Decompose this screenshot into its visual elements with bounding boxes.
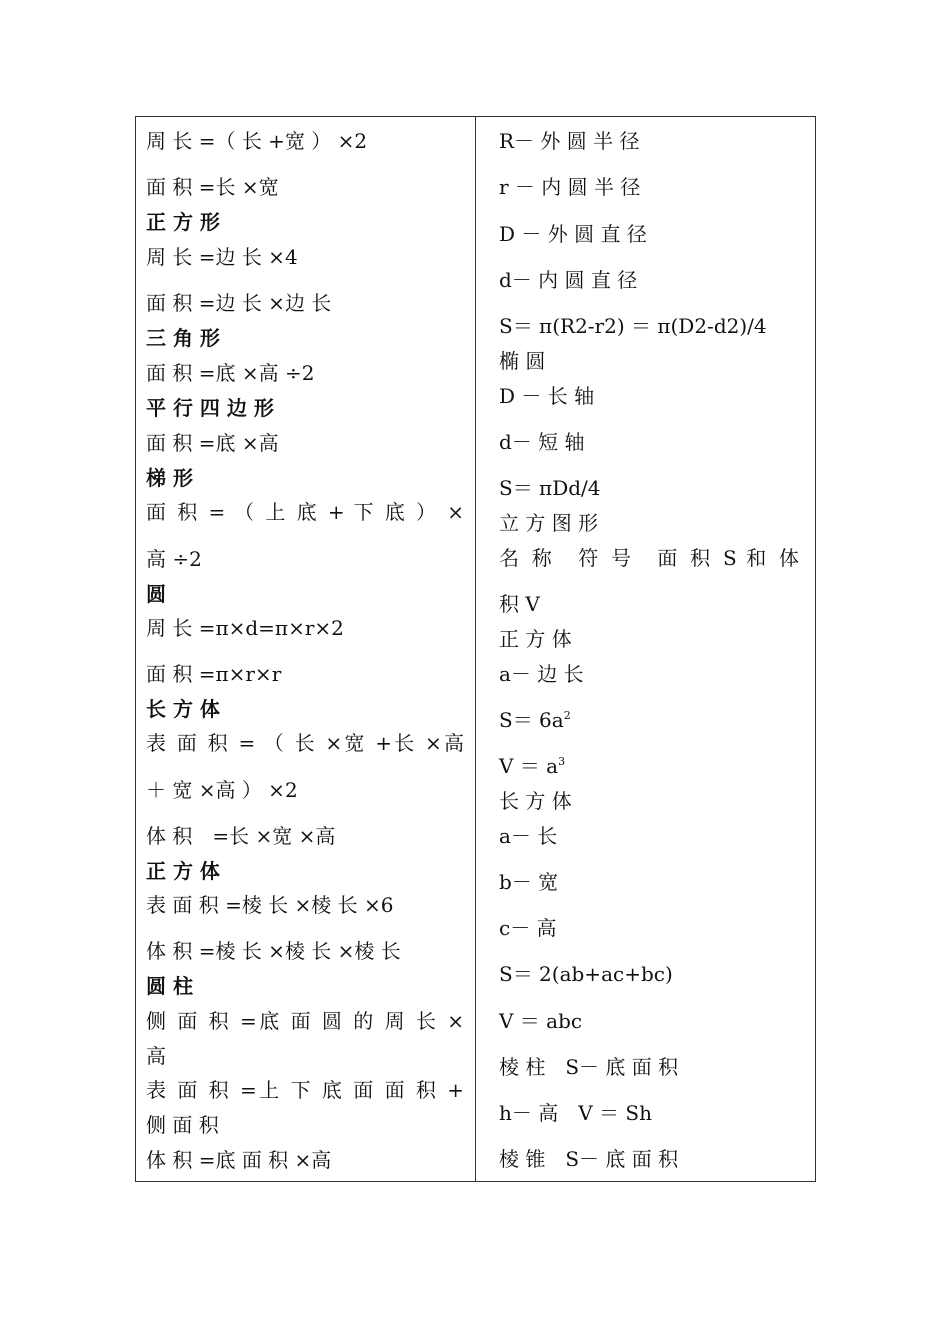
line-text: 名 称 符 号 面 积 S 和 体 xyxy=(499,546,799,570)
line-text: 体 积 =棱 长 ×棱 长 ×棱 长 xyxy=(146,939,401,963)
formula-line xyxy=(146,1078,464,1102)
formula-line xyxy=(146,893,464,917)
line-text: V ＝ abc xyxy=(499,1009,583,1033)
formula-line xyxy=(146,778,464,802)
definition-line xyxy=(499,754,799,778)
definition-line xyxy=(499,916,799,940)
definition-line xyxy=(499,1147,799,1171)
formula-line xyxy=(146,731,464,755)
formula-line xyxy=(146,431,464,455)
line-text: S＝ 2(ab+ac+bc) xyxy=(499,962,673,986)
line-text: 平 行 四 边 形 xyxy=(146,396,274,420)
line-text: 体 积 =长 ×宽 ×高 xyxy=(146,824,336,848)
definition-line xyxy=(499,1009,799,1033)
line-text: 圆 xyxy=(146,582,166,606)
formula-line xyxy=(146,361,464,385)
line-text: 面 积 =底 ×高 xyxy=(146,431,279,455)
formula-line xyxy=(146,1009,464,1033)
definition-line xyxy=(499,222,799,246)
line-text: 表 面 积 =上 下 底 面 面 积 + xyxy=(146,1078,464,1102)
formula-line xyxy=(146,939,464,963)
line-text: 高 ÷2 xyxy=(146,547,202,571)
definition-line xyxy=(499,592,799,616)
definition-line xyxy=(499,870,799,894)
line-text: r － 内 圆 半 径 xyxy=(499,175,641,199)
line-text: 周 长 =边 长 ×4 xyxy=(146,245,298,269)
definition-line xyxy=(499,824,799,848)
definition-line xyxy=(499,1055,799,1079)
line-text: 正 方 体 xyxy=(146,859,220,883)
line-text: h－ 高 V ＝ Sh xyxy=(499,1101,652,1125)
definition-line xyxy=(499,430,799,454)
definition-line xyxy=(499,511,799,535)
definition-line xyxy=(499,627,799,651)
definition-line xyxy=(499,662,799,686)
line-text: 面 积 = （ 上 底 + 下 底 ） × xyxy=(146,500,464,524)
line-text: 侧 面 积 =底 面 圆 的 周 长 × xyxy=(146,1009,464,1033)
formula-line xyxy=(146,1148,464,1172)
line-text: 正 方 体 xyxy=(499,627,572,651)
line-text: 高 xyxy=(146,1044,166,1068)
line-text: 立 方 图 形 xyxy=(499,511,599,535)
section-heading xyxy=(146,859,464,883)
definition-line xyxy=(499,1101,799,1125)
exponent: 2 xyxy=(563,709,571,722)
definition-line xyxy=(499,129,799,153)
definition-line xyxy=(499,476,799,500)
line-text: S＝ π(R2-r2) ＝ π(D2-d2)/4 xyxy=(499,314,767,338)
line-text: d－ 短 轴 xyxy=(499,430,585,454)
right-column-cell xyxy=(499,117,799,1181)
formula-line xyxy=(146,547,464,571)
formula-line xyxy=(146,616,464,640)
formula-line xyxy=(146,824,464,848)
line-text: S＝ 6a xyxy=(499,708,564,732)
definition-line xyxy=(499,349,799,373)
section-heading xyxy=(146,466,464,490)
definition-line xyxy=(499,314,799,338)
line-text: 体 积 =底 面 积 ×高 xyxy=(146,1148,332,1172)
line-text: 积 V xyxy=(499,592,540,616)
formula-line xyxy=(146,1113,464,1137)
formula-line xyxy=(146,129,464,153)
line-text: ＋ 宽 ×高 ） ×2 xyxy=(146,778,298,802)
section-heading xyxy=(146,974,464,998)
line-text: 长 方 体 xyxy=(499,789,572,813)
definition-line xyxy=(499,268,799,292)
line-text: 面 积 =长 ×宽 xyxy=(146,175,279,199)
definition-line xyxy=(499,789,799,813)
line-text: 周 长 =（ 长 +宽 ） ×2 xyxy=(146,129,368,153)
line-text: R－ 外 圆 半 径 xyxy=(499,129,640,153)
definition-line xyxy=(499,175,799,199)
line-text: 长 方 体 xyxy=(146,697,220,721)
line-text: 三 角 形 xyxy=(146,326,220,350)
line-text: 面 积 =底 ×高 ÷2 xyxy=(146,361,315,385)
definition-line xyxy=(499,708,799,732)
line-text: d－ 内 圆 直 径 xyxy=(499,268,638,292)
definition-line xyxy=(499,546,799,570)
line-text: V ＝ a xyxy=(499,754,559,778)
line-text: a－ 长 xyxy=(499,824,558,848)
line-text: 棱 锥 S－ 底 面 积 xyxy=(499,1147,679,1171)
line-text: 侧 面 积 xyxy=(146,1113,219,1137)
formula-line xyxy=(146,1044,464,1068)
section-heading xyxy=(146,326,464,350)
section-heading xyxy=(146,210,464,234)
line-text: S＝ πDd/4 xyxy=(499,476,601,500)
formula-table xyxy=(135,116,816,1182)
section-heading xyxy=(146,396,464,420)
line-text: 正 方 形 xyxy=(146,210,220,234)
formula-line xyxy=(146,662,464,686)
definition-line xyxy=(499,384,799,408)
left-column-cell xyxy=(146,117,464,1181)
line-text: 梯 形 xyxy=(146,466,193,490)
line-text: 表 面 积 = （ 长 ×宽 +长 ×高 xyxy=(146,731,464,755)
line-text: D － 长 轴 xyxy=(499,384,595,408)
section-heading xyxy=(146,582,464,606)
line-text: D － 外 圆 直 径 xyxy=(499,222,647,246)
line-text: 面 积 =边 长 ×边 长 xyxy=(146,291,332,315)
line-text: b－ 宽 xyxy=(499,870,559,894)
line-text: c－ 高 xyxy=(499,916,557,940)
line-text: 面 积 =π×r×r xyxy=(146,662,282,686)
formula-line xyxy=(146,245,464,269)
formula-line xyxy=(146,291,464,315)
exponent: 3 xyxy=(558,755,566,768)
line-text: 棱 柱 S－ 底 面 积 xyxy=(499,1055,679,1079)
line-text: 圆 柱 xyxy=(146,974,193,998)
line-text: 表 面 积 =棱 长 ×棱 长 ×6 xyxy=(146,893,394,917)
line-text: 椭 圆 xyxy=(499,349,546,373)
definition-line xyxy=(499,962,799,986)
formula-line xyxy=(146,175,464,199)
column-divider xyxy=(475,117,476,1181)
formula-line xyxy=(146,500,464,524)
section-heading xyxy=(146,697,464,721)
line-text: a－ 边 长 xyxy=(499,662,584,686)
line-text: 周 长 =π×d=π×r×2 xyxy=(146,616,344,640)
